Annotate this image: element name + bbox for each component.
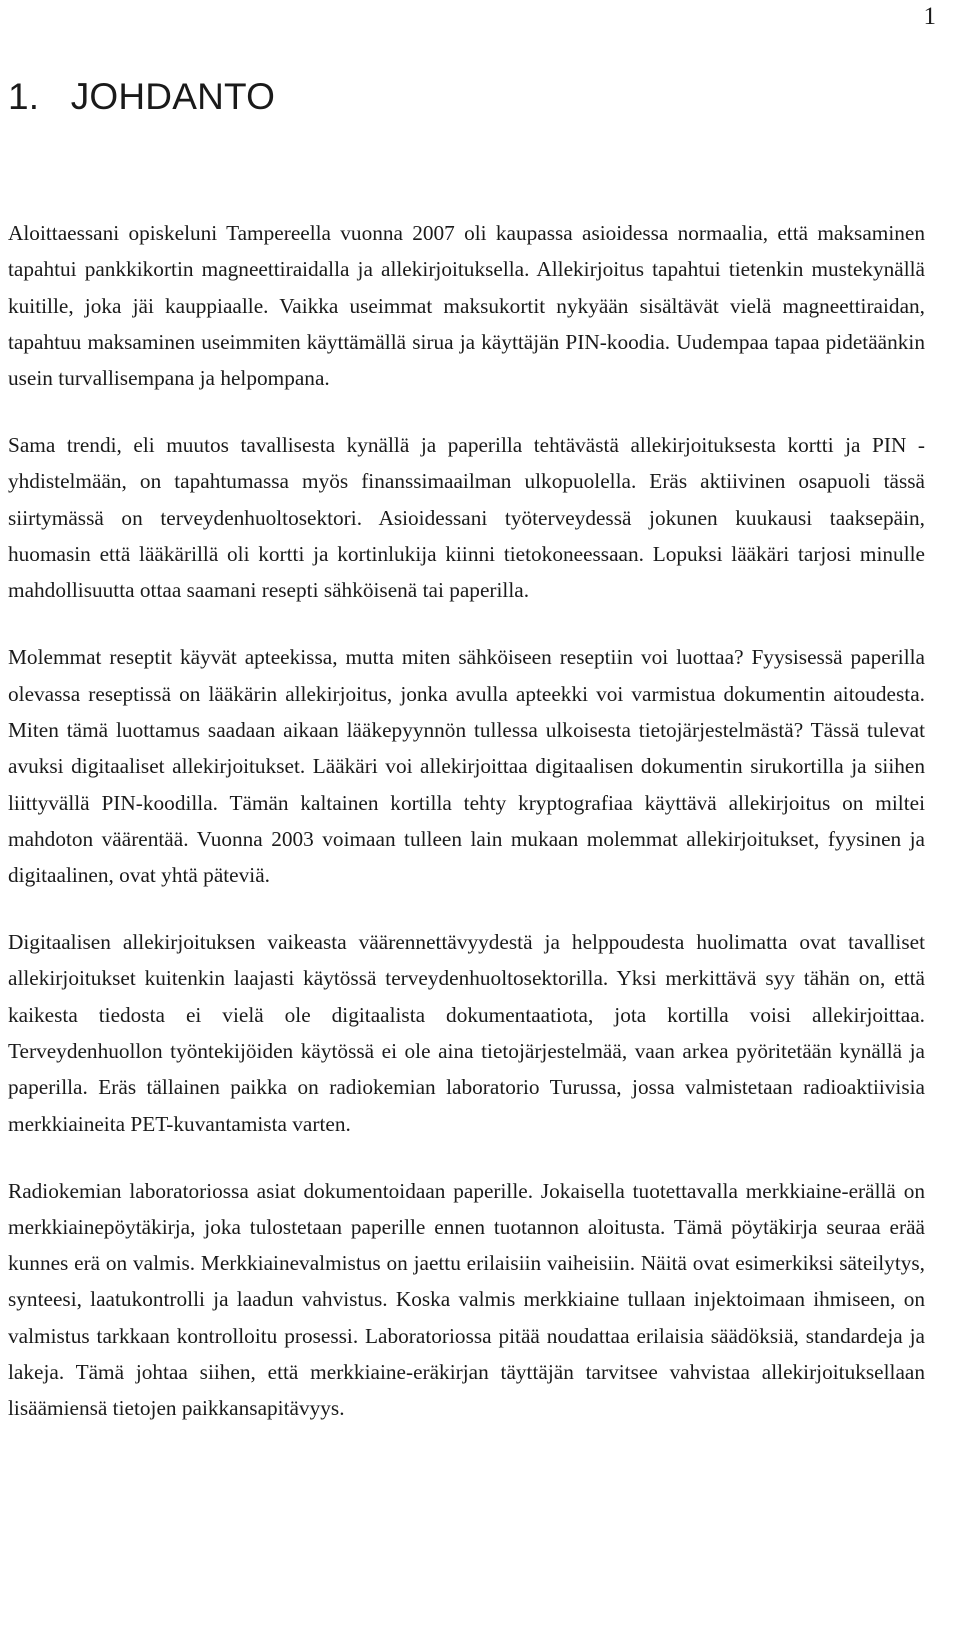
body-paragraph: Radiokemian laboratoriossa asiat dokumentoidaan paperille. Jokaisella tuotettavalla merkkiaine-erällä on merkkiainepöytäkirja, joka tulostetaan paperille ennen tuotannon aloitusta. Tämä pöytäkirja seuraa erää kunnes erä on valmis. Merkkiainevalmistus on jaettu erilaisiin vaiheisiin. Näitä ovat esimerkiksi säteilytys, synteesi, laatukontrolli ja laadun vahvistus. Koska valmis merkkiaine tullaan injektoimaan ihmiseen, on valmistus tarkkaan kontrolloitu prosessi. Laboratoriossa pitää noudattaa erilaisia säädöksiä, standardeja ja lakeja. Tämä johtaa siihen, että merkkiaine-eräkirjan täyttäjän tarvitsee vahvistaa allekirjoituksellaan lisäämiensä tietojen paikkansapitävyys.: [8, 1178, 925, 1421]
chapter-heading: 1. JOHDANTO: [8, 76, 276, 117]
page-number: 1: [923, 3, 936, 30]
body-paragraph: Digitaalisen allekirjoituksen vaikeasta väärennettävyydestä ja helppoudesta huolimatta ovat tavalliset allekirjoitukset kuitenkin laajasti käytössä terveydenhuoltosektorilla. Yksi merkittävä syy tähän on, että kaikesta tiedosta ei vielä ole digitaalista dokumentaatiota, jota kortilla voisi allekirjoittaa. Terveydenhuollon työntekijöiden käytössä ei ole aina tietojärjestelmää, vaan arkea pyöritetään kynällä ja paperilla. Eräs tällainen paikka on radiokemian laboratorio Turussa, jossa valmistetaan radioaktiivisia merkkiaineita PET-kuvantamista varten.: [8, 930, 925, 1136]
body-paragraph: Aloittaessani opiskeluni Tampereella vuonna 2007 oli kaupassa asioidessa normaalia, että maksaminen tapahtui pankkikortin magneettiraidalla ja allekirjoituksella. Allekirjoitus tapahtui tietenkin mustekynällä kuitille, joka jäi kauppiaalle. Vaikka useimmat maksukortit nykyään sisältävät vielä magneettiraidan, tapahtuu maksaminen useimmiten käyttämällä sirua ja käyttäjän PIN-koodia. Uudempaa tapaa pidetäänkin usein turvallisempana ja helpompana.: [8, 221, 925, 391]
body-paragraph: Molemmat reseptit käyvät apteekissa, mutta miten sähköiseen reseptiin voi luottaa? Fyysisessä paperilla olevassa reseptissä on lääkärin allekirjoitus, jonka avulla apteekki voi varmistua dokumentin aitoudesta. Miten tämä luottamus saadaan aikaan lääkepyynnön tullessa ulkoisesta tietojärjestelmästä? Tässä tulevat avuksi digitaaliset allekirjoitukset. Lääkäri voi allekirjoittaa digitaalisen dokumentin sirukortilla ja siihen liittyvällä PIN-koodilla. Tämän kaltainen kortilla tehty kryptografiaa käyttävä allekirjoitus on miltei mahdoton väärentää. Vuonna 2003 voimaan tulleen lain mukaan molemmat allekirjoitukset, fyysinen ja digitaalinen, ovat yhtä päteviä.: [8, 645, 925, 888]
body-paragraph: Sama trendi, eli muutos tavallisesta kynällä ja paperilla tehtävästä allekirjoituksesta kortti ja PIN -yhdistelmään, on tapahtumassa myös finanssimaailman ulkopuolella. Eräs aktiivinen osapuoli tässä siirtymässä on terveydenhuoltosektori. Asioidessani työterveydessä jokunen kuukausi taaksepäin, huomasin että lääkärillä oli kortti ja kortinlukija kiinni tietokoneessaan. Lopuksi lääkäri tarjosi minulle mahdollisuutta ottaa saamani resepti sähköisenä tai paperilla.: [8, 433, 925, 603]
chapter-body: [8, 215, 925, 1427]
